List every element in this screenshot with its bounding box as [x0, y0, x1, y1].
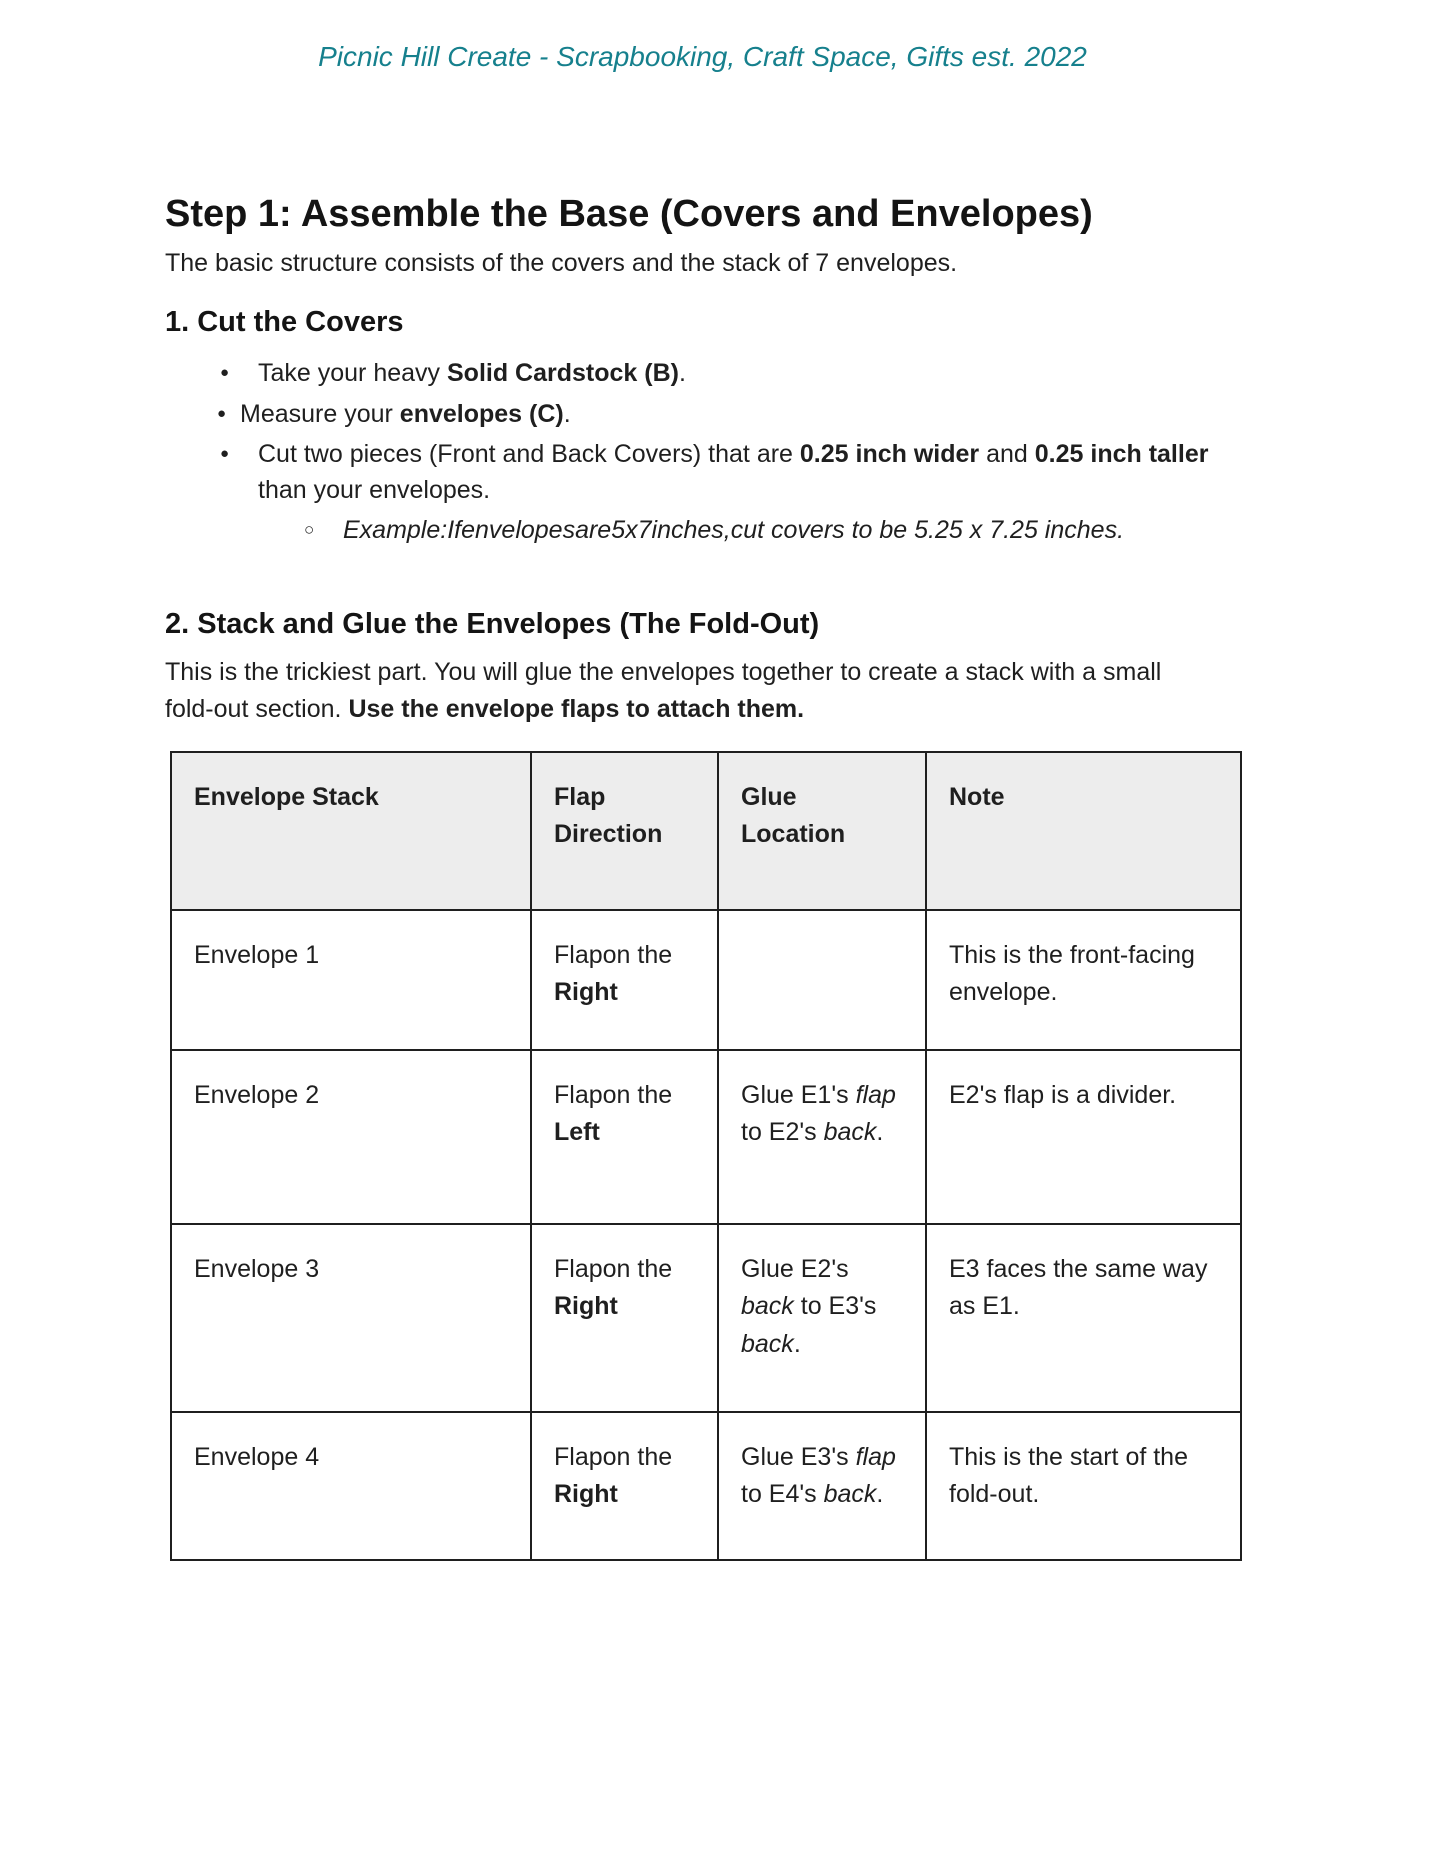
cell-envelope-stack: Envelope 3	[171, 1224, 531, 1412]
cell-flap-direction	[531, 1224, 718, 1412]
intro-paragraph: The basic structure consists of the covers and the stack of 7 envelopes.	[165, 249, 958, 278]
section-1-heading: 1. Cut the Covers	[165, 305, 404, 338]
glue-text-segment: flap	[855, 1080, 896, 1109]
cell-flap-direction	[531, 910, 718, 1050]
glue-text-segment: back	[741, 1292, 794, 1321]
cell-note: E2's flap is a divider.	[926, 1050, 1241, 1224]
bullet-icon: ●	[220, 364, 230, 382]
flap-text: Flapon the	[554, 940, 673, 969]
circle-bullet-icon: ○	[304, 520, 315, 540]
cell-flap-direction	[531, 1050, 718, 1224]
bullet-text: Cut two pieces (Front and Back Covers) that are	[258, 439, 800, 468]
cell-glue-location	[718, 1412, 926, 1560]
bullet-text-bold: 0.25 inch taller	[1034, 439, 1209, 468]
bullet-text-bold: envelopes (C)	[399, 399, 564, 428]
bullet-text: and	[979, 439, 1035, 468]
table-row	[171, 1412, 1241, 1560]
flap-text: Flapon the	[554, 1080, 673, 1109]
page-title: Step 1: Assemble the Base (Covers and Envelopes)	[165, 192, 1093, 235]
bullet-icon: ●	[220, 444, 230, 462]
section-2-paragraph	[165, 654, 1240, 729]
cell-glue-location	[718, 1050, 926, 1224]
bullet-item	[165, 436, 1240, 509]
flap-direction-bold: Right	[554, 978, 618, 1007]
cell-note: This is the start of the fold-out.	[926, 1412, 1241, 1560]
glue-text-segment: Glue E3's	[741, 1442, 856, 1471]
cell-envelope-stack: Envelope 4	[171, 1412, 531, 1560]
column-header-envelope-stack: Envelope Stack	[171, 752, 531, 910]
glue-text-segment: to E2's	[741, 1118, 824, 1147]
glue-text-segment: .	[876, 1118, 884, 1147]
content-area	[165, 0, 1240, 1561]
example-text: Example:Ifenvelopesare5x7inches,cut covers to be 5.25 x 7.25 inches.	[343, 516, 1125, 545]
paragraph-line-2-bold: Use the envelope flaps to attach them.	[348, 695, 805, 724]
table-row	[171, 910, 1241, 1050]
column-header-note: Note	[926, 752, 1241, 910]
flap-direction-bold: Left	[554, 1118, 600, 1147]
cell-glue-location	[718, 910, 926, 1050]
cell-flap-direction	[531, 1412, 718, 1560]
bullet-item	[165, 396, 1240, 432]
envelope-stack-table	[170, 751, 1242, 1561]
glue-text-segment: flap	[855, 1442, 896, 1471]
flap-direction-bold: Right	[554, 1292, 618, 1321]
cell-envelope-stack: Envelope 2	[171, 1050, 531, 1224]
glue-text-segment: to E4's	[741, 1480, 824, 1509]
flap-direction-bold: Right	[554, 1480, 618, 1509]
bullet-item	[165, 355, 1240, 391]
bullet-text-wrap-line: than your envelopes.	[258, 476, 491, 505]
bullet-text-bold: 0.25 inch wider	[799, 439, 980, 468]
cell-note: This is the front-facing envelope.	[926, 910, 1241, 1050]
table-row	[171, 1224, 1241, 1412]
paragraph-line-1: This is the trickiest part. You will glue the envelopes together to create a stack with a small	[165, 657, 1162, 686]
cut-covers-bullet-list	[165, 355, 1240, 548]
flap-text: Flapon the	[554, 1442, 673, 1471]
bullet-text: .	[563, 399, 571, 428]
cell-note: E3 faces the same way as E1.	[926, 1224, 1241, 1412]
column-header-glue-location: Glue Location	[718, 752, 926, 910]
table-header-row	[171, 752, 1241, 910]
glue-text-segment: Glue E2's	[741, 1254, 849, 1283]
glue-text-segment: back	[823, 1118, 877, 1147]
column-header-flap-direction: Flap Direction	[531, 752, 718, 910]
flap-text: Flapon the	[554, 1254, 673, 1283]
glue-text-segment: back	[823, 1480, 877, 1509]
glue-text-segment: .	[793, 1329, 801, 1358]
doc-title-header: Picnic Hill Create - Scrapbooking, Craft Space, Gifts est. 2022	[318, 41, 1087, 72]
bullet-icon: ●	[217, 404, 227, 422]
glue-text-segment: back	[741, 1329, 794, 1358]
glue-text-segment: .	[876, 1480, 884, 1509]
glue-text-segment: to E3's	[793, 1292, 877, 1321]
example-note	[165, 512, 1240, 548]
cell-glue-location	[718, 1224, 926, 1412]
section-2-heading: 2. Stack and Glue the Envelopes (The Fold-Out)	[165, 607, 820, 640]
table-row	[171, 1050, 1241, 1224]
glue-text-segment: Glue E1's	[741, 1080, 856, 1109]
bullet-text-bold: Solid Cardstock (B)	[447, 359, 679, 388]
bullet-text: Take your heavy	[258, 359, 447, 388]
paragraph-line-2: fold-out section.	[165, 695, 349, 724]
bullet-text: .	[678, 359, 686, 388]
cell-envelope-stack: Envelope 1	[171, 910, 531, 1050]
bullet-text: Measure your	[240, 399, 400, 428]
